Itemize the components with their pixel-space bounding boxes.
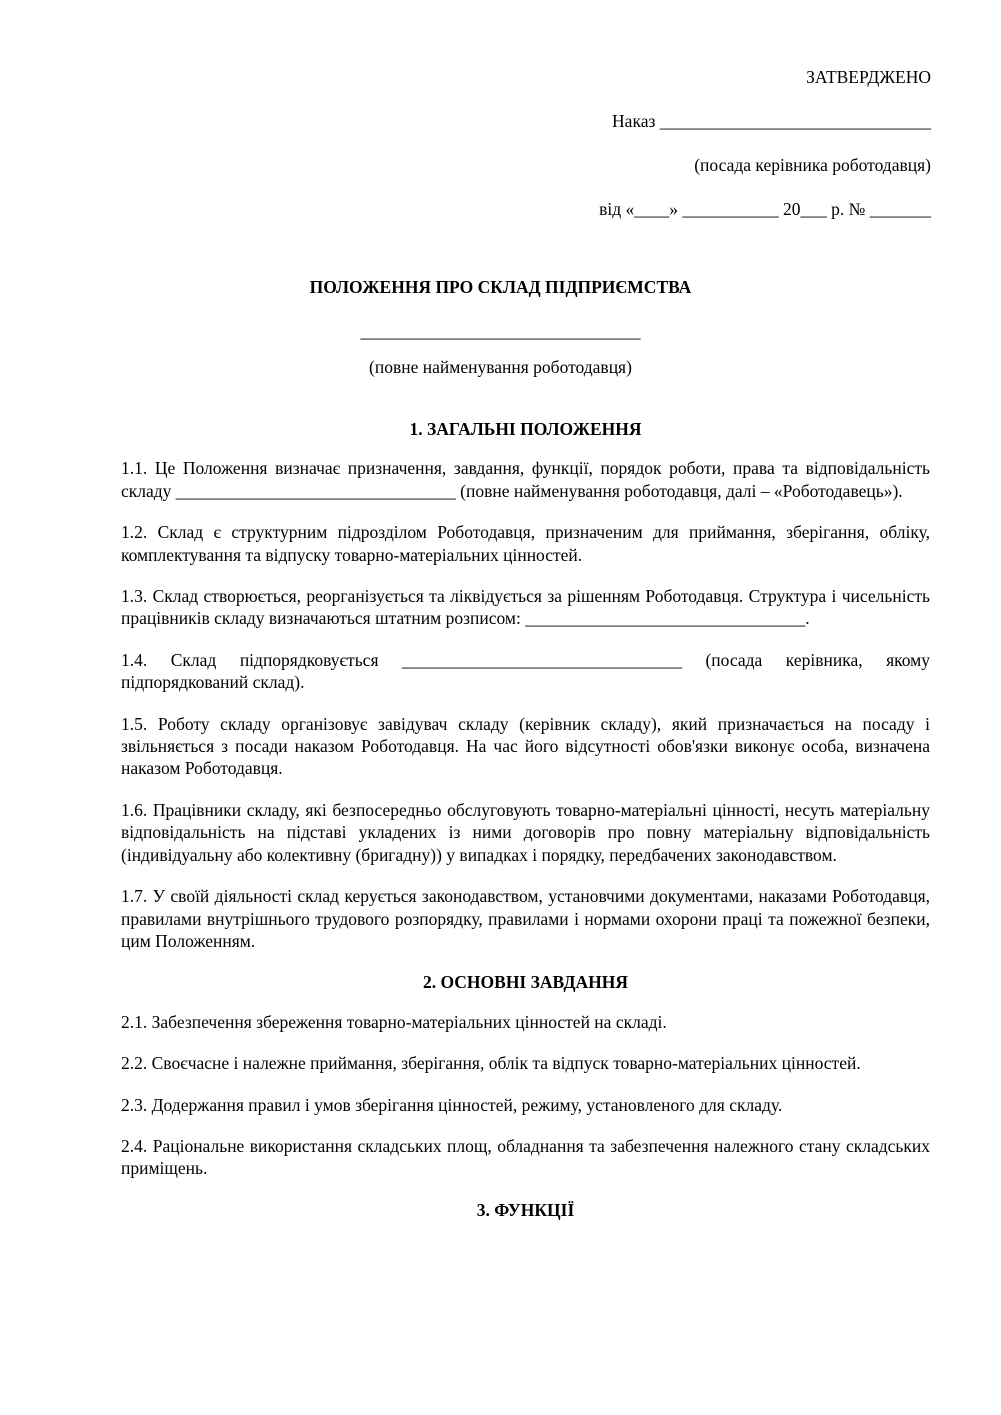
paragraph-2-2: 2.2. Своєчасне і належне приймання, зберігання, облік та відпуск товарно-матеріальних цінностей. bbox=[121, 1053, 861, 1074]
document-title: ПОЛОЖЕННЯ ПРО СКЛАД ПІДПРИЄМСТВА bbox=[309, 277, 692, 297]
section-main-tasks bbox=[121, 971, 930, 1179]
paragraph-2-4: 2.4. Раціональне використання складських площ, обладнання та забезпечення належного стану складських приміщень. bbox=[121, 1135, 930, 1179]
employer-name-caption: (повне найменування роботодавця) bbox=[369, 357, 632, 377]
order-line: Наказ _______________________________ bbox=[612, 111, 931, 131]
paragraph-1-2: 1.2. Склад є структурним підрозділом Роботодавця, призначеним для приймання, зберігання, обліку, комплектування та відпуску товарно-матеріальних цінностей. bbox=[121, 522, 930, 565]
employer-name-blank: ________________________________ bbox=[360, 321, 641, 341]
paragraph-1-4: 1.4. Склад підпорядковується ________________________________ (посада керівника, якому підпорядкований склад). bbox=[121, 649, 930, 693]
paragraph-1-5: 1.5. Роботу складу організовує завідувач складу (керівник складу), який призначається на посаду і звільняється з посади наказом Роботодавця. На час його відсутності обов'язки виконує особа, визначена наказом Роботодавця. bbox=[121, 713, 930, 779]
date-line: від «____» ___________ 20___ р. № _______ bbox=[599, 199, 931, 219]
paragraph-2-3: 2.3. Додержання правил і умов зберігання цінностей, режиму, установленого для складу. bbox=[121, 1094, 783, 1115]
section-heading: 1. ЗАГАЛЬНІ ПОЛОЖЕННЯ bbox=[409, 419, 642, 439]
approval-block bbox=[411, 66, 931, 220]
paragraph-1-7: 1.7. У своїй діяльності склад керується законодавством, установчими документами, наказами Роботодавця, правилами внутрішнього трудового розпорядку, правилами і нормами охорони праці та пожежної безпеки, цим Положенням. bbox=[121, 886, 930, 951]
document-body bbox=[121, 418, 930, 1238]
paragraph-1-6: 1.6. Працівники складу, які безпосередньо обслуговують товарно-матеріальні цінності, несуть матеріальну відповідальність на підставі укладених із ними договорів про повну матеріальну відповідальність (індивідуальну або колективну (бригадну)) у випадках і порядку, передбачених законодавством. bbox=[121, 799, 930, 865]
paragraph-1-1: 1.1. Це Положення визначає призначення, завдання, функції, порядок роботи, права та відповідальність складу ________________________________ (повне найменування роботодавця, далі – «Роботодавець»). bbox=[121, 458, 930, 501]
section-functions bbox=[121, 1199, 930, 1221]
section-heading: 2. ОСНОВНІ ЗАВДАННЯ bbox=[422, 972, 629, 993]
section-heading: 3. ФУНКЦІЇ bbox=[476, 1199, 575, 1220]
approval-stamp: ЗАТВЕРДЖЕНО bbox=[806, 67, 931, 87]
position-caption: (посада керівника роботодавця) bbox=[694, 155, 931, 175]
paragraph-2-1: 2.1. Забезпечення збереження товарно-матеріальних цінностей на складі. bbox=[121, 1011, 667, 1032]
section-general bbox=[121, 418, 930, 952]
paragraph-1-3: 1.3. Склад створюється, реорганізується та ліквідується за рішенням Роботодавця. Структура і чисельність працівників складу визначаються штатним розписом: ________________________________. bbox=[121, 586, 930, 629]
